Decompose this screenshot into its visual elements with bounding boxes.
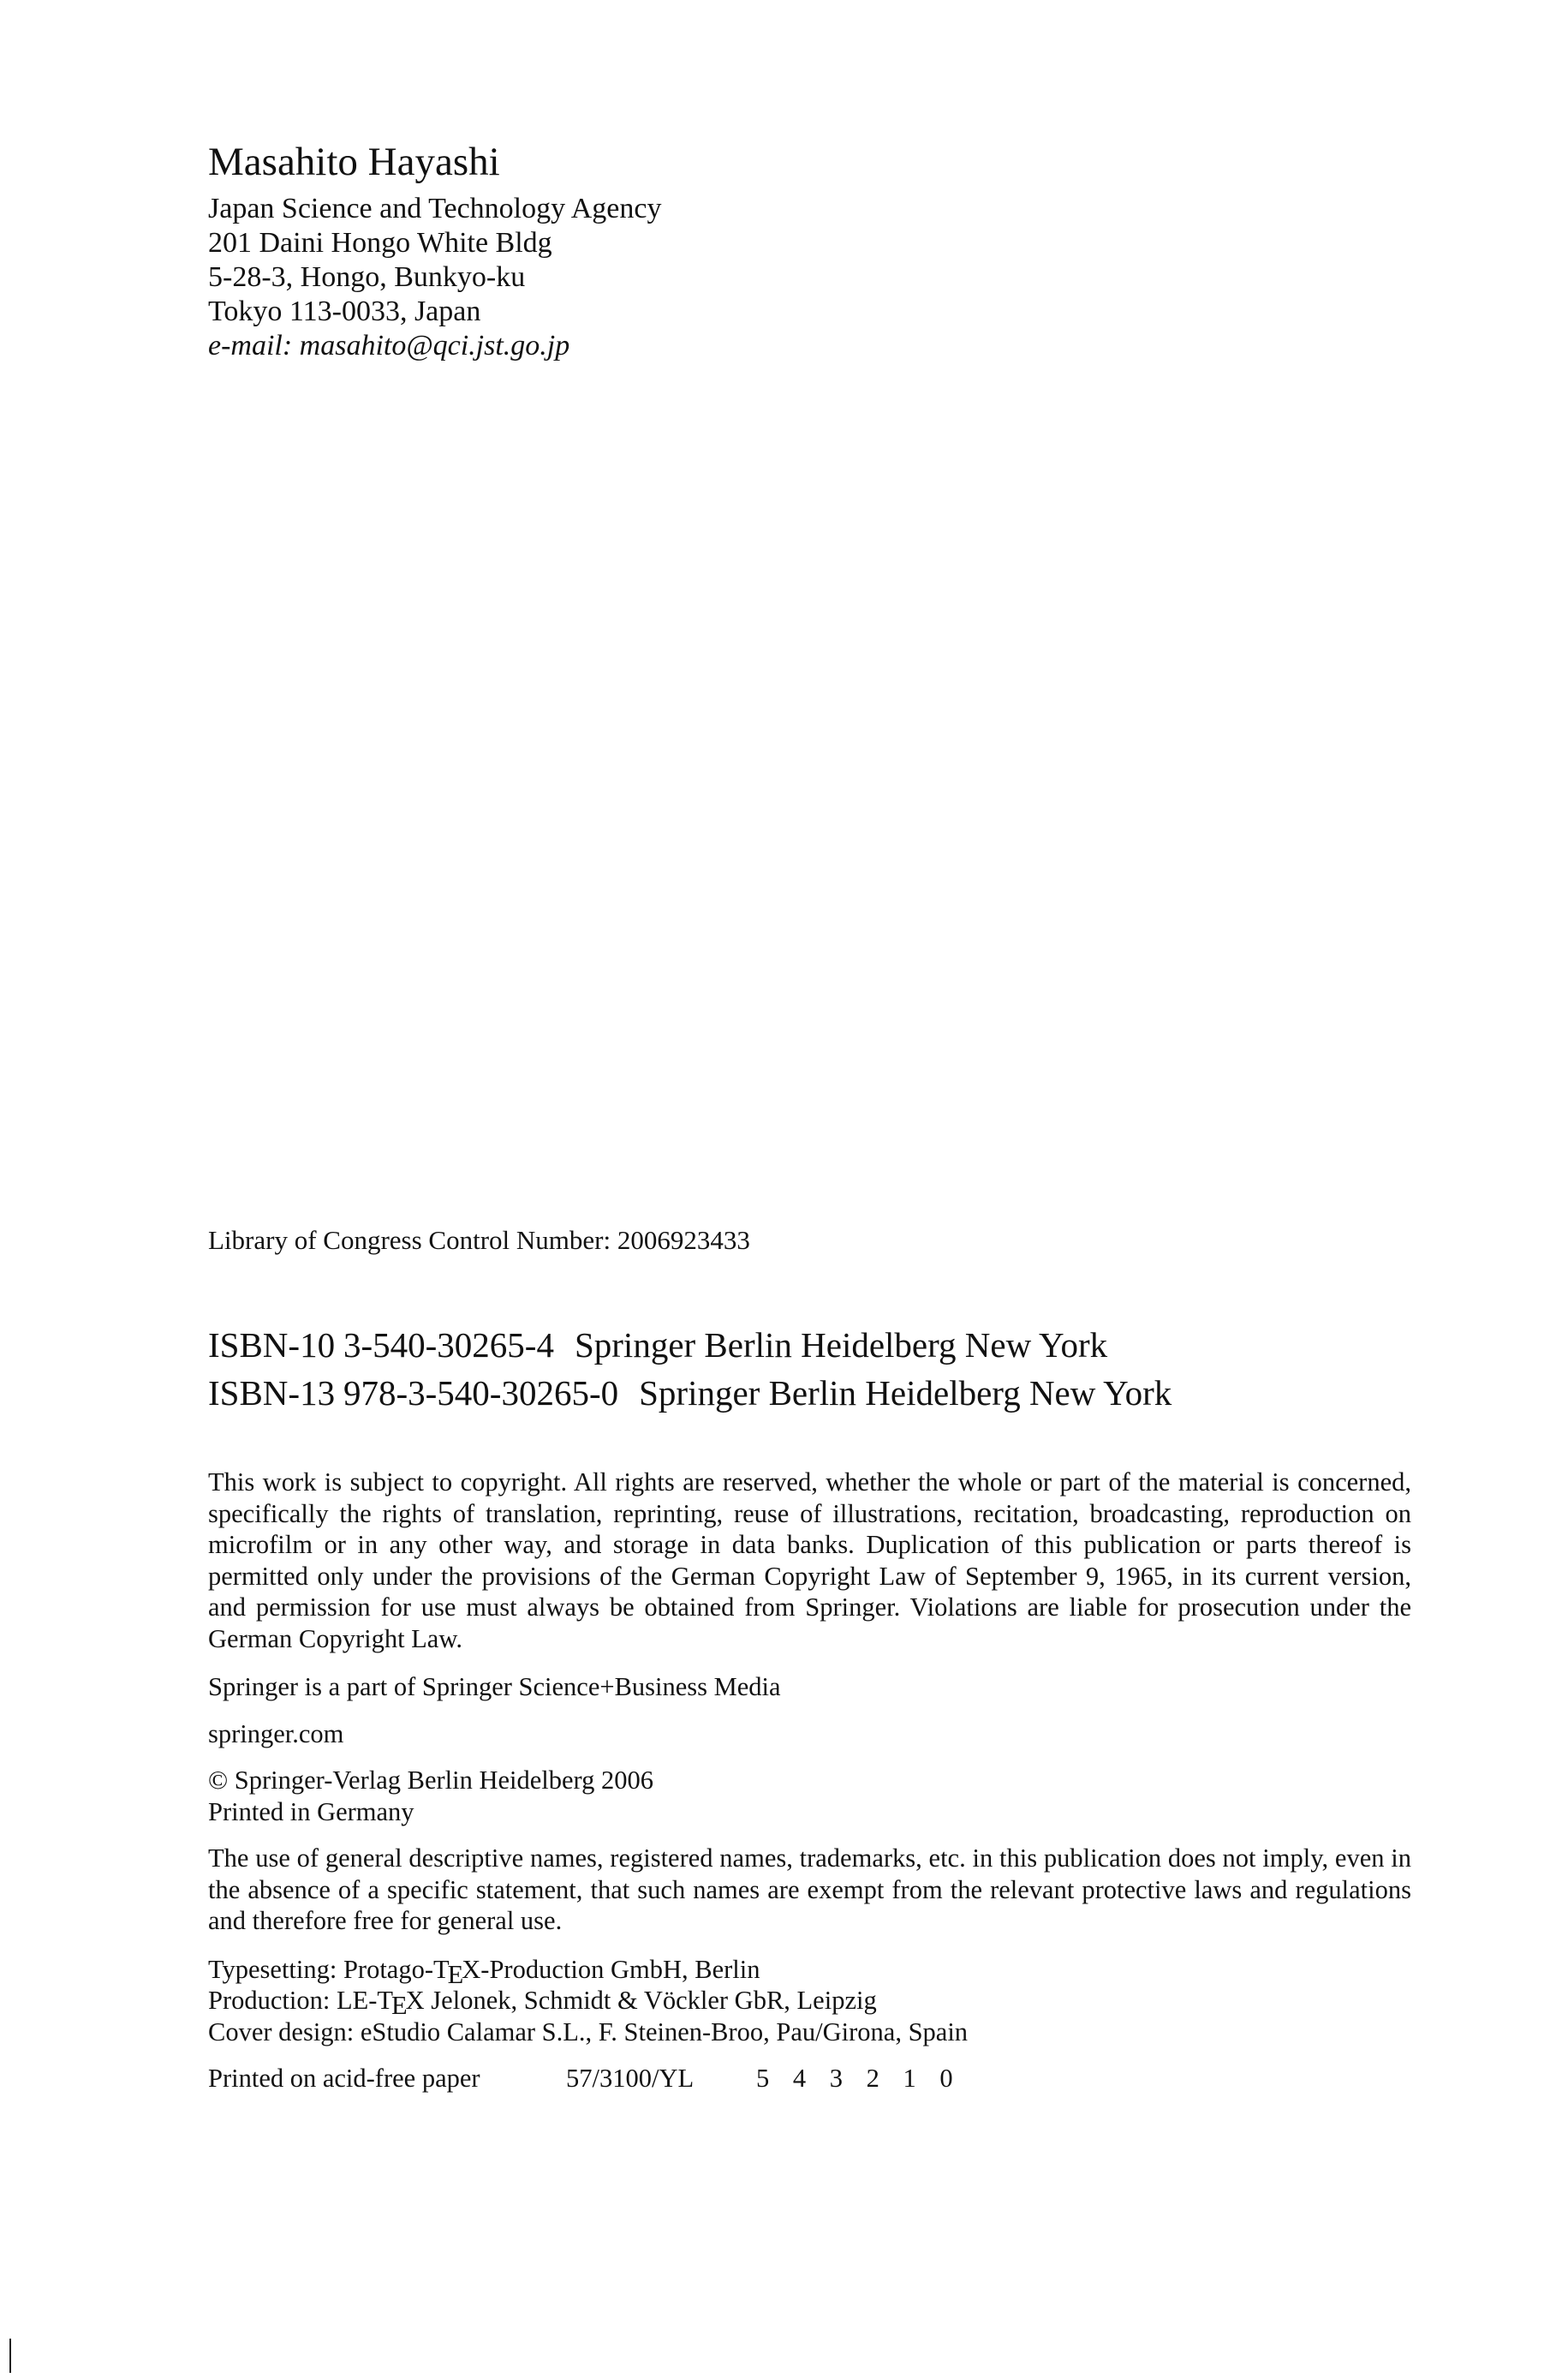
printed-in-line: Printed in Germany [208,1796,414,1826]
isbn-number: 978-3-540-30265-0 [343,1373,619,1413]
credits-block [208,1954,1411,2048]
print-info-row [208,2063,1411,2094]
website-line: springer.com [208,1718,344,1748]
springer-part-line: Springer is a part of Springer Science+Business Media [208,1672,781,1701]
author-name: Masahito Hayashi [208,140,500,184]
isbn-label: ISBN-13 [208,1373,336,1413]
isbn-10-row [208,1321,1407,1369]
copyright-block [208,1765,1411,1827]
print-code: 57/3100/YL [566,2064,695,2093]
typesetting-credit: Typesetting: Protago-TEX-Production GmbH, Berlin [208,1954,760,1989]
address-line: 5-28-3, Hongo, Bunkyo-ku [208,261,526,293]
address-line: 201 Daini Hongo White Bldg [208,227,552,259]
isbn-number: 3-540-30265-4 [343,1325,554,1365]
copyright-line: © Springer-Verlag Berlin Heidelberg 2006 [208,1766,654,1795]
isbn-publisher: Springer Berlin Heidelberg New York [639,1373,1172,1413]
author-block [208,137,979,363]
trademark-notice: The use of general descriptive names, registered names, trademarks, etc. in this publication does not imply, even in the absence of a specific statement, that such names are exempt from the relevant protective laws and regulations and therefore free for general use. [208,1843,1411,1935]
legal-text [208,1467,1411,2094]
isbn-label: ISBN-10 [208,1325,336,1365]
affiliation: Japan Science and Technology Agency [208,193,662,224]
lccn-line: Library of Congress Control Number: 2006923433 [208,1225,750,1255]
isbn-13-row [208,1369,1407,1417]
scan-edge-mark [9,2339,11,2373]
paper-note: Printed on acid-free paper [208,2064,480,2093]
isbn-block [208,1321,1407,1417]
copyright-notice: This work is subject to copyright. All rights are reserved, whether the whole or part of the material is concerned, specifically the rights of translation, reprinting, reuse of illustrations, recitation, broadcasting, reproduction on microfilm or in any other way, and storage in data banks. Duplication of this publication or parts thereof is permitted only under the provisions of the German Copyright Law of September 9, 1965, in its current version, and permission for use must always be obtained from Springer. Violations are liable for prosecution under the German Copyright Law. [208,1467,1411,1653]
isbn-publisher: Springer Berlin Heidelberg New York [574,1325,1108,1365]
author-email: e-mail: masahito@qci.jst.go.jp [208,330,570,361]
production-credit: Production: LE-TEX Jelonek, Schmidt & Vöckler GbR, Leipzig [208,1986,877,2020]
address-line: Tokyo 113-0033, Japan [208,296,481,327]
cover-credit: Cover design: eStudio Calamar S.L., F. Steinen-Broo, Pau/Girona, Spain [208,2017,969,2046]
impression-line: 5 4 3 2 1 0 [756,2064,962,2093]
